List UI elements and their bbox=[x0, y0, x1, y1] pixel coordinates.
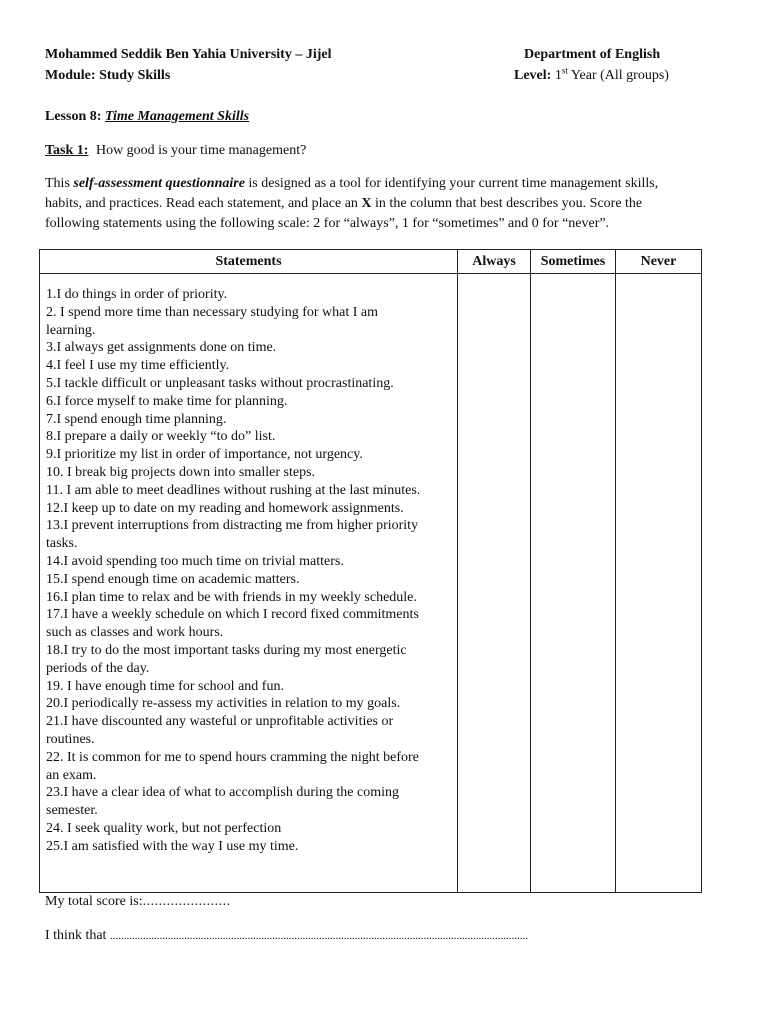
intro-text: habits, and practices. Read each statement, and place an bbox=[45, 196, 362, 211]
lesson-heading bbox=[45, 109, 249, 125]
never-column[interactable] bbox=[616, 274, 702, 893]
level-superscript: st bbox=[561, 65, 568, 76]
statement-line: routines. bbox=[46, 731, 95, 747]
intro-text: is designed as a tool for identifying your current time management skills, bbox=[244, 176, 659, 191]
intro-paragraph bbox=[45, 174, 720, 234]
statement-line: 3.I always get assignments done on time. bbox=[46, 340, 277, 356]
lesson-label: Lesson 8: bbox=[45, 109, 102, 124]
score-label: My total score is: bbox=[45, 894, 143, 909]
table-header-row bbox=[40, 250, 702, 274]
think-line bbox=[45, 928, 528, 944]
think-blank[interactable]: ........................................................................................................................................................ bbox=[109, 930, 528, 942]
statement-line: an exam. bbox=[46, 767, 97, 783]
level-rest: Year (All groups) bbox=[570, 68, 669, 83]
statement-line: 11. I am able to meet deadlines without rushing at the last minutes. bbox=[46, 482, 421, 498]
statement-line: 4.I feel I use my time efficiently. bbox=[46, 358, 230, 374]
header-always: Always bbox=[458, 250, 531, 274]
statement-line: periods of the day. bbox=[46, 660, 150, 676]
module-label: Module: bbox=[45, 68, 96, 83]
statement-line: 15.I spend enough time on academic matters. bbox=[46, 571, 300, 587]
score-blank[interactable]: ...................... bbox=[142, 894, 231, 909]
statement-line: 22. It is common for me to spend hours cramming the night before bbox=[46, 749, 419, 765]
intro-x-mark: X bbox=[361, 196, 372, 211]
statement-line: 5.I tackle difficult or unpleasant tasks without procrastinating. bbox=[46, 375, 394, 391]
questionnaire-table bbox=[39, 249, 702, 893]
statement-line: 21.I have discounted any wasteful or unprofitable activities or bbox=[46, 714, 394, 730]
level-label: Level: bbox=[514, 68, 552, 83]
intro-text: This bbox=[45, 176, 74, 191]
task-heading bbox=[45, 143, 306, 159]
intro-text: in the column that best describes you. Score the bbox=[371, 196, 643, 211]
statement-line: 7.I spend enough time planning. bbox=[46, 411, 227, 427]
statement-line: tasks. bbox=[46, 536, 78, 552]
department-name: Department of English bbox=[524, 47, 661, 62]
level-number: 1 bbox=[554, 68, 562, 83]
statement-line: 13.I prevent interruptions from distracting me from higher priority bbox=[46, 518, 419, 534]
statement-line: 10. I break big projects down into smaller steps. bbox=[46, 464, 316, 480]
always-column[interactable] bbox=[458, 274, 531, 893]
statement-line: 20.I periodically re-assess my activities in relation to my goals. bbox=[46, 696, 401, 712]
statement-line: 17.I have a weekly schedule on which I record fixed commitments bbox=[46, 607, 419, 623]
statement-line: learning. bbox=[46, 322, 96, 338]
statement-line: such as classes and work hours. bbox=[46, 625, 224, 641]
statement-line: 18.I try to do the most important tasks during my most energetic bbox=[46, 642, 407, 658]
level-line bbox=[514, 65, 669, 84]
sometimes-column[interactable] bbox=[531, 274, 616, 893]
task-label: Task 1: bbox=[45, 143, 89, 158]
lesson-title: Time Management Skills bbox=[104, 109, 250, 124]
statement-line: 2. I spend more time than necessary studying for what I am bbox=[46, 304, 379, 320]
statement-line: 25.I am satisfied with the way I use my time. bbox=[46, 838, 299, 854]
statement-line: 12.I keep up to date on my reading and homework assignments. bbox=[46, 500, 404, 516]
think-label: I think that bbox=[45, 928, 107, 943]
university-name: Mohammed Seddik Ben Yahia University – Jijel bbox=[45, 47, 332, 62]
statements-cell bbox=[40, 274, 458, 893]
statement-line: 14.I avoid spending too much time on trivial matters. bbox=[46, 553, 344, 569]
statement-line: 1.I do things in order of priority. bbox=[46, 287, 228, 302]
statement-line: 24. I seek quality work, but not perfection bbox=[46, 820, 282, 836]
header-statements: Statements bbox=[40, 250, 458, 274]
header-never: Never bbox=[616, 250, 702, 274]
statement-line: semester. bbox=[46, 803, 98, 819]
statement-line: 19. I have enough time for school and fun. bbox=[46, 678, 284, 694]
intro-emphasis: self-assessment questionnaire bbox=[73, 176, 245, 191]
statement-line: 16.I plan time to relax and be with friends in my weekly schedule. bbox=[46, 589, 417, 605]
statements-list bbox=[46, 286, 453, 856]
statement-line: 9.I prioritize my list in order of importance, not urgency. bbox=[46, 447, 363, 463]
module-value: Study Skills bbox=[99, 68, 171, 83]
header-sometimes: Sometimes bbox=[531, 250, 616, 274]
statement-line: 23.I have a clear idea of what to accomplish during the coming bbox=[46, 785, 399, 801]
statement-line: 8.I prepare a daily or weekly “to do” list. bbox=[46, 429, 276, 445]
table-row bbox=[40, 274, 702, 893]
total-score-line bbox=[45, 894, 231, 910]
task-question: How good is your time management? bbox=[95, 143, 307, 158]
module-line bbox=[45, 68, 170, 84]
statement-line: 6.I force myself to make time for planning. bbox=[46, 393, 288, 409]
intro-text: following statements using the following scale: 2 for “always”, 1 for “sometimes” and 0 for “never”. bbox=[45, 216, 610, 231]
